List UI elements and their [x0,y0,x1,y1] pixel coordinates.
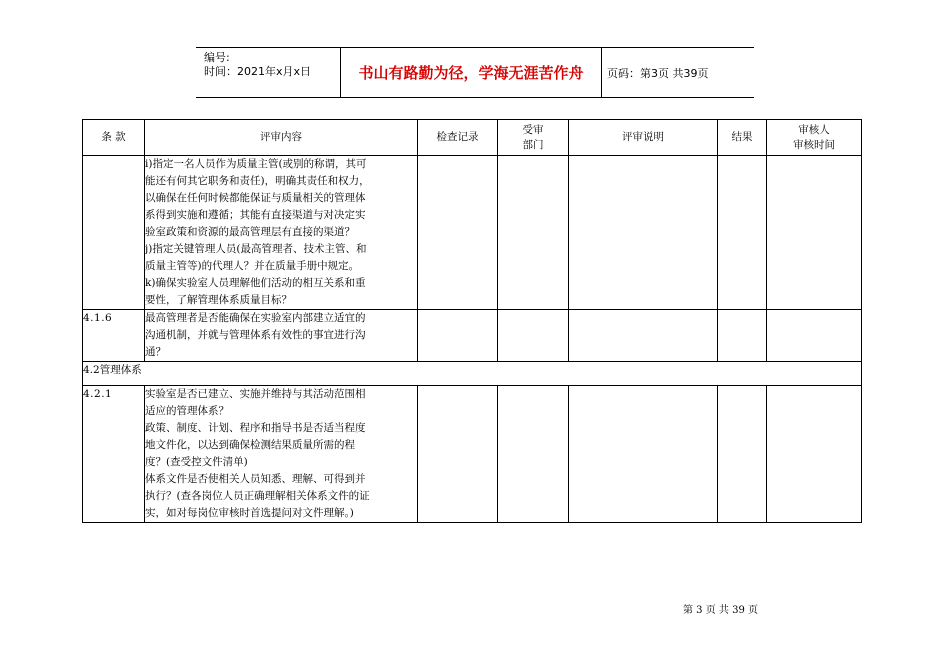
content-line: 实验室是否已建立、实施并维持与其活动范围相 [145,388,366,400]
content-line: 验室政策和资源的最高管理层有直接的渠道？ [145,226,355,238]
clause-cell: 4.2.1 [83,386,145,523]
content-line: 要性，了解管理体系质量目标？ [145,294,292,306]
content-cell [145,310,418,362]
header-motto: 书山有路勤为径，学海无涯苦作舟 [340,48,602,97]
col-header-result: 结果 [718,120,767,156]
content-line: 沟通机制，并就与管理体系有效性的事宜进行沟 [145,329,366,341]
header-meta [196,48,340,97]
col-header-department: 受审 部门 [498,120,569,156]
content-line: 以确保在任何时候都能保证与质量相关的管理体 [145,192,366,204]
section-row [83,362,862,386]
notes-cell [569,386,718,523]
auditor-cell [767,156,862,310]
content-line: 系得到实施和遵循；其能有直接渠道与对决定实 [145,209,366,221]
auditor-cell [767,386,862,523]
content-line: j)指定关键管理人员(最高管理者、技术主管、和 [145,243,367,255]
audit-table [82,119,862,523]
clause-cell [83,156,145,310]
content-line: 实，如对每岗位审核时首选提问对文件理解。) [145,507,354,519]
table-row [83,156,862,310]
header-page-info: 页码：第3页 共39页 [607,66,709,80]
content-line: 质量主管等)的代理人？并在质量手册中规定。 [145,260,360,272]
section-heading: 4.2管理体系 [83,362,862,386]
content-line: 最高管理者是否能确保在实验室内部建立适宜的 [145,312,366,324]
auditor-cell [767,310,862,362]
content-line: i)指定一名人员作为质量主管(或别的称谓，其可 [145,158,367,170]
result-cell [718,386,767,523]
document-time: 时间：2021年x月x日 [204,65,312,78]
notes-cell [569,310,718,362]
result-cell [718,310,767,362]
table-row [83,386,862,523]
col-header-notes: 评审说明 [569,120,718,156]
content-cell [145,386,418,523]
col-header-record: 检查记录 [418,120,498,156]
document-number-label: 编号: [204,51,230,64]
record-cell [418,386,498,523]
col-header-auditor: 审核人 审核时间 [767,120,862,156]
content-line: 体系文件是否使相关人员知悉、理解、可得到并 [145,473,366,485]
result-cell [718,156,767,310]
col-header-content: 评审内容 [145,120,418,156]
page-header [196,47,754,98]
content-line: 能还有何其它职务和责任)，明确其责任和权力， [145,175,370,187]
content-line: k)确保实验室人员理解他们活动的相互关系和重 [145,277,366,289]
notes-cell [569,156,718,310]
content-line: 政策、制度、计划、程序和指导书是否适当程度 [145,422,366,434]
department-cell [498,386,569,523]
table-row [83,310,862,362]
page-footer: 第 3 页 共 39 页 [683,605,758,616]
table-header-row [83,120,862,156]
record-cell [418,310,498,362]
col-header-clause: 条 款 [83,120,145,156]
department-cell [498,310,569,362]
content-line: 适应的管理体系？ [145,405,229,417]
content-line: 地文件化，以达到确保检测结果质量所需的程 [145,439,355,451]
record-cell [418,156,498,310]
content-line: 执行？(查各岗位人员正确理解相关体系文件的证 [145,490,370,502]
content-cell [145,156,418,310]
department-cell [498,156,569,310]
content-line: 通？ [145,346,166,358]
clause-cell: 4.1.6 [83,310,145,362]
content-line: 度？(查受控文件清单) [145,456,248,468]
